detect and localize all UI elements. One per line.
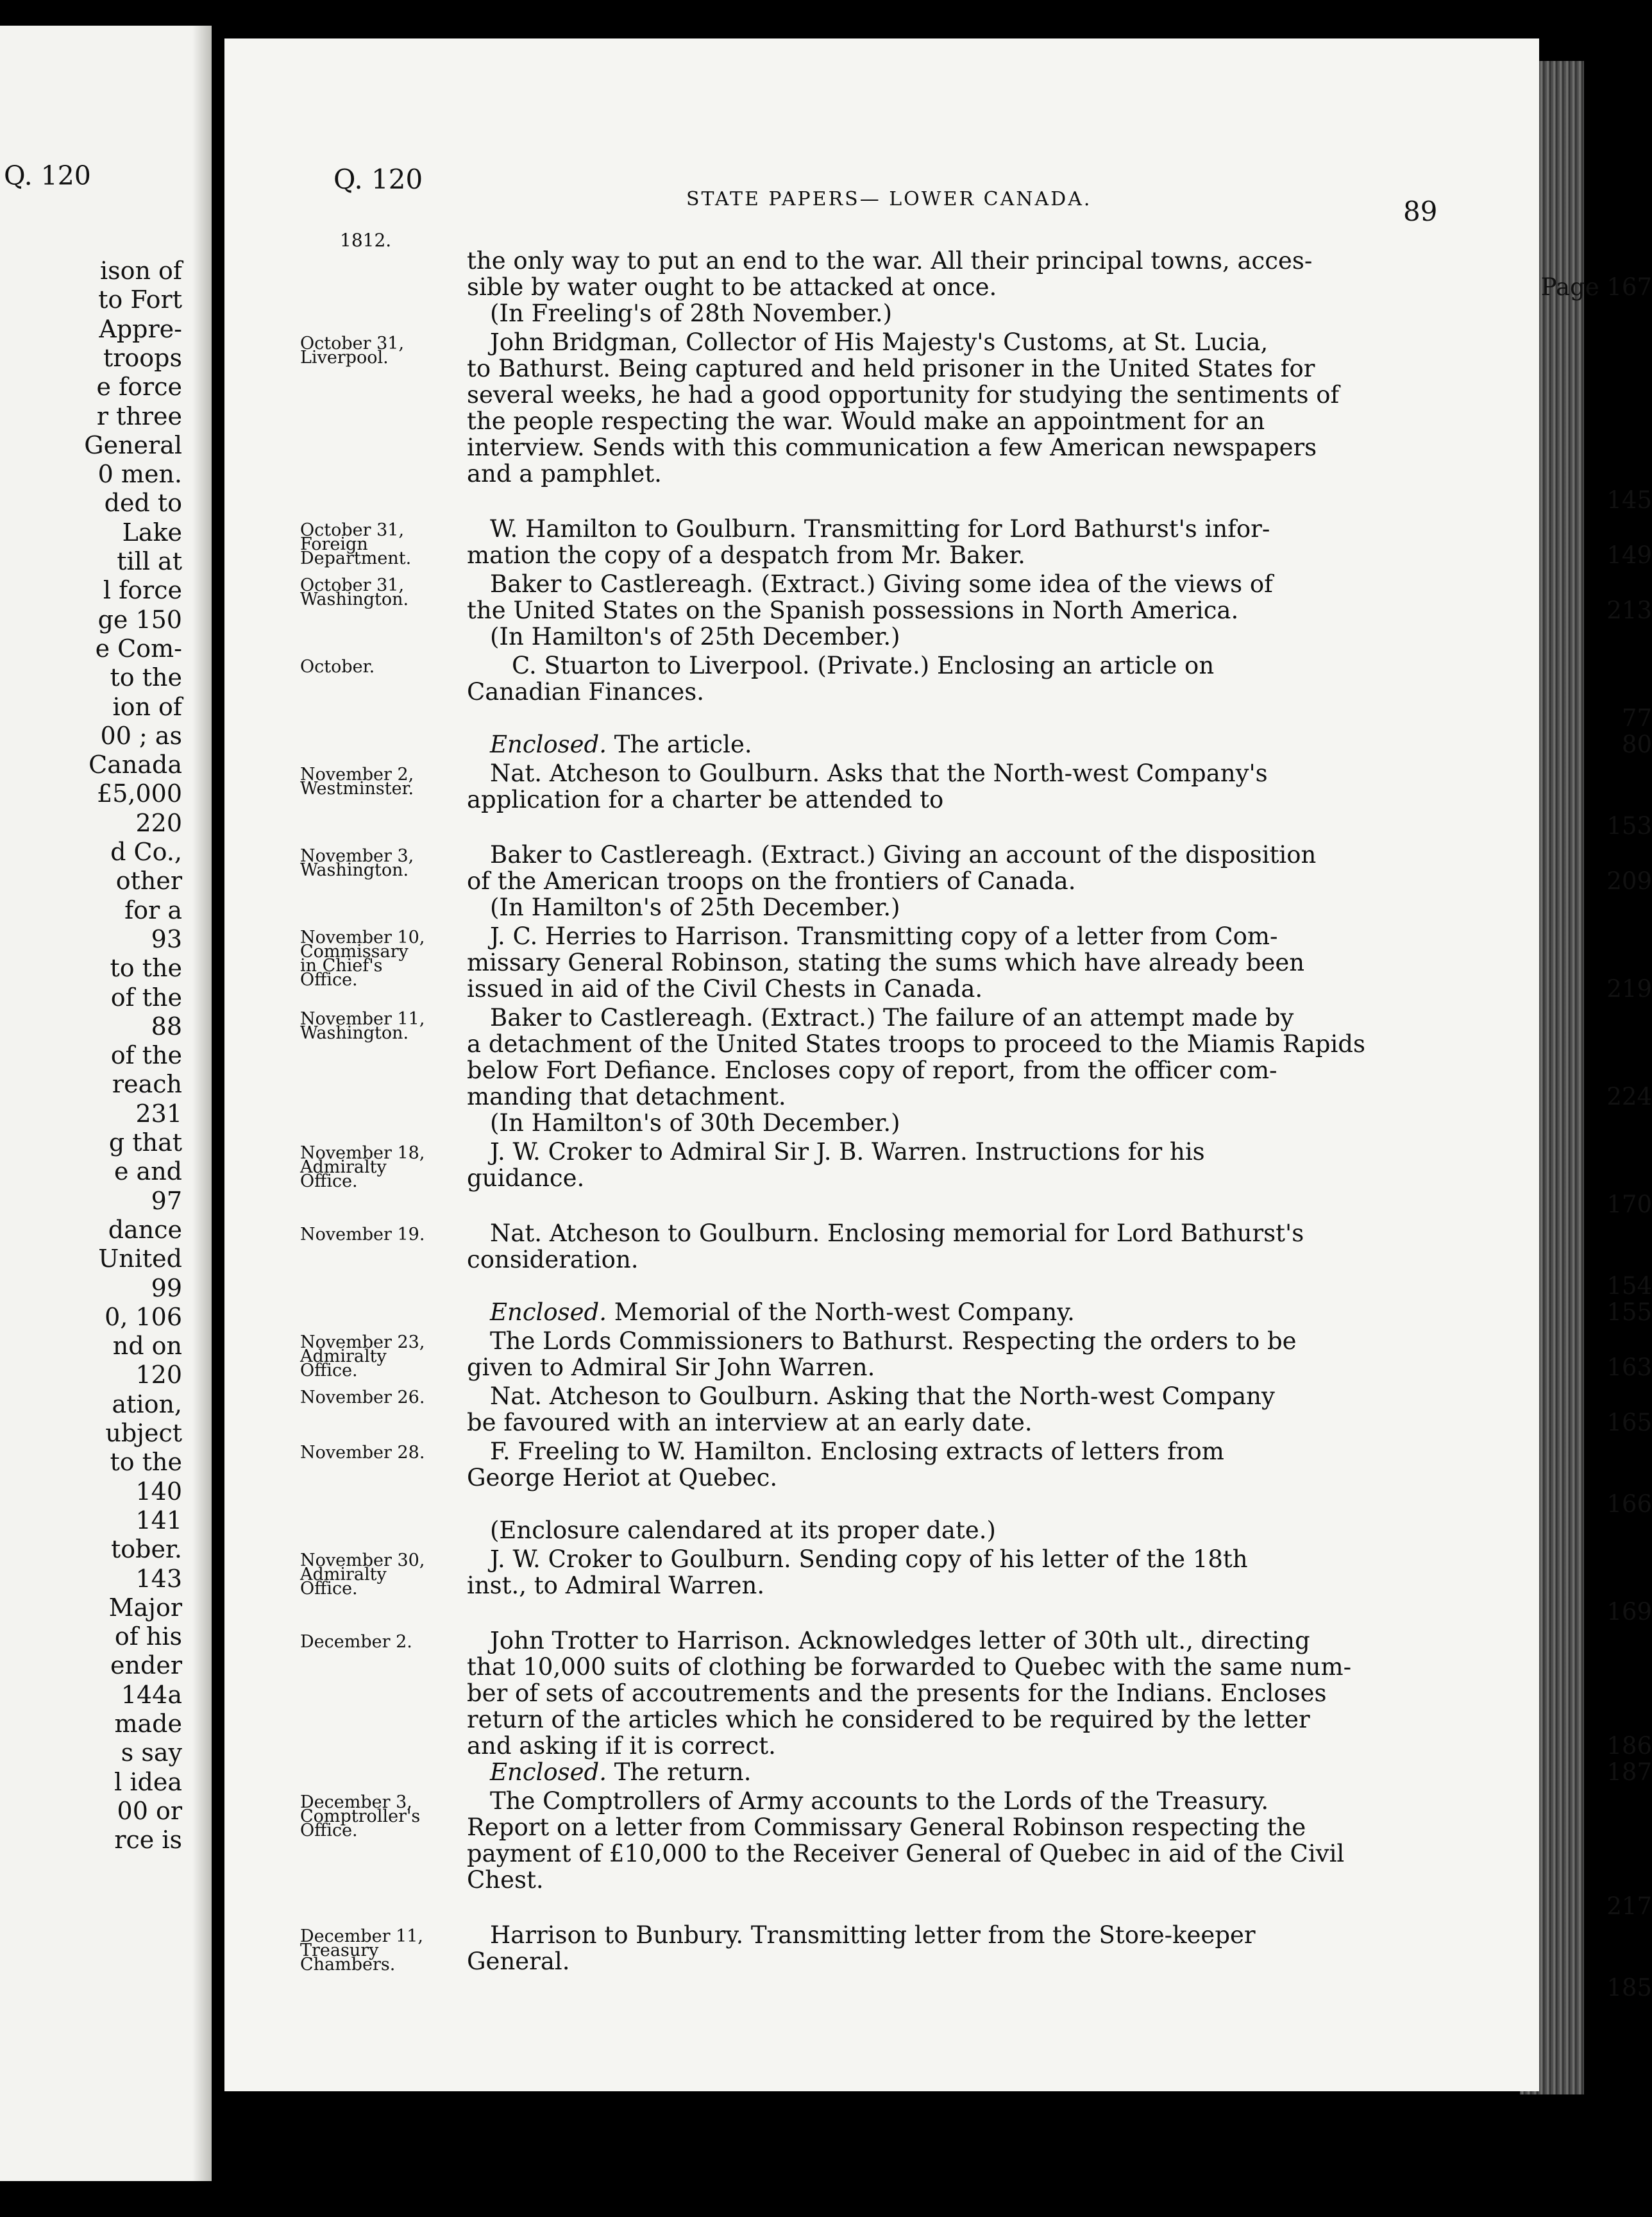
- entry-line-text: Enclosed. The article.: [490, 731, 752, 758]
- entry-line-text: below Fort Defiance. Encloses copy of report, from the officer com-: [467, 1057, 1277, 1084]
- facing-page-line: 140: [135, 1477, 182, 1506]
- entry-line: [467, 487, 1652, 513]
- entry-line: [467, 1491, 1652, 1517]
- entry-line: [467, 300, 1652, 327]
- entry-line: [467, 1273, 1652, 1299]
- entry-line: [467, 571, 1652, 597]
- entry-line-text: J. W. Croker to Goulburn. Sending copy of his letter of the 18th: [490, 1545, 1248, 1573]
- entry-date-place: [300, 765, 441, 799]
- entry-text: [467, 923, 1652, 1002]
- facing-page-line: ge 150: [97, 605, 182, 634]
- entry-date-line: October.: [300, 657, 375, 677]
- entry-date-place: [300, 334, 441, 368]
- entry-date-line: Comptroller's: [300, 1806, 421, 1826]
- page-gutter: [192, 26, 212, 2181]
- entry-line-text: the people respecting the war. Would make an appointment for an: [467, 407, 1265, 435]
- entry-date-line: November 23,: [300, 1332, 425, 1352]
- entry-date-line: November 30,: [300, 1550, 425, 1570]
- entry-line-text: Baker to Castlereagh. (Extract.) Giving an account of the disposition: [490, 841, 1317, 869]
- entry-line-text: George Heriot at Quebec.: [467, 1464, 778, 1491]
- entry-line-text: a detachment of the United States troops to proceed to the Miamis Rapids: [467, 1030, 1365, 1058]
- entry-line-text: return of the articles which he considered to be required by the letter: [467, 1706, 1310, 1733]
- entry-text: [467, 329, 1652, 513]
- facing-page-line: Lake: [122, 518, 182, 547]
- entry-line: [467, 868, 1652, 894]
- facing-page-line: 00 ; as: [100, 721, 182, 750]
- facing-page-header: Q. 120: [4, 160, 91, 191]
- entry-line-text: the United States on the Spanish possessions in North America.: [467, 597, 1239, 624]
- year-label: 1812.: [340, 230, 392, 251]
- entry-line-text: (In Hamilton's of 25th December.): [490, 623, 900, 650]
- facing-page-line: of the: [110, 1041, 182, 1070]
- page-reference: 153: [1606, 812, 1652, 840]
- facing-page-line: 93: [151, 924, 182, 953]
- entry-date-line: November 28.: [300, 1443, 425, 1463]
- entry-line-text: ber of sets of accoutrements and the presents for the Indians. Encloses: [467, 1679, 1327, 1707]
- entry-line: [467, 813, 1652, 839]
- facing-page-line: 120: [135, 1361, 182, 1389]
- entry-date-place: [300, 657, 441, 677]
- entry-date-line: Department.: [300, 548, 412, 568]
- entry-line: [467, 1220, 1652, 1246]
- entry-line-text: missary General Robinson, stating the sums which have already been: [467, 949, 1305, 976]
- entry-line: [467, 705, 1652, 731]
- entry-text: [467, 652, 1652, 758]
- enclosed-label: Enclosed.: [490, 731, 607, 758]
- entry-date-line: November 18,: [300, 1143, 425, 1163]
- entry-line-text: the only way to put an end to the war. All their principal towns, acces-: [467, 247, 1313, 275]
- page-reference: 155: [1606, 1298, 1652, 1326]
- entry-line-text: W. Hamilton to Goulburn. Transmitting for Lord Bathurst's infor-: [490, 515, 1270, 543]
- page-number: 89: [1403, 196, 1438, 227]
- entry-line: [467, 516, 1652, 542]
- facing-page-line: s say: [121, 1738, 182, 1767]
- entry-line: [467, 1627, 1652, 1654]
- entry-date-line: November 2,: [300, 765, 414, 785]
- facing-page-line: 141: [135, 1506, 182, 1534]
- entry-line: [467, 1354, 1652, 1380]
- entry-date-line: Washington.: [300, 590, 409, 609]
- facing-page-line: ender: [110, 1651, 182, 1680]
- entry-text: [467, 1627, 1652, 1785]
- entry-line-text: Report on a letter from Commissary General Robinson respecting the: [467, 1814, 1306, 1841]
- entry-line: [467, 1409, 1652, 1436]
- entry-line-text: (In Hamilton's of 25th December.): [490, 894, 900, 921]
- entry-line: [467, 1328, 1652, 1354]
- page-reference: 154: [1606, 1272, 1652, 1300]
- entry-line: [467, 542, 1652, 568]
- entry-date-place: [300, 1143, 441, 1191]
- entry-text: [467, 1220, 1652, 1325]
- facing-page-fragment: [0, 26, 212, 2181]
- facing-page-line: 143: [135, 1564, 182, 1593]
- entry-line: [467, 1599, 1652, 1625]
- entry-line-text: John Trotter to Harrison. Acknowledges letter of 30th ult., directing: [490, 1627, 1310, 1654]
- entry-date-line: Admiralty: [300, 1565, 387, 1584]
- entry-line: [467, 1867, 1652, 1893]
- entry-date-line: Office.: [300, 970, 358, 990]
- entry-line-text: application for a charter be attended to: [467, 786, 944, 813]
- entry-line-text: inst., to Admiral Warren.: [467, 1572, 765, 1599]
- facing-page-line: 0, 106: [105, 1302, 182, 1331]
- entry-line-text: Harrison to Bunbury. Transmitting letter from the Store-keeper: [490, 1921, 1256, 1949]
- page-reference: 219: [1606, 975, 1652, 1003]
- entry-date-line: November 10,: [300, 928, 425, 947]
- page-reference: 169: [1606, 1598, 1652, 1626]
- entry-date-place: [300, 1332, 441, 1380]
- entry-line: [467, 1165, 1652, 1191]
- enclosed-label: Enclosed.: [490, 1758, 607, 1786]
- facing-page-line: 144a: [121, 1680, 182, 1709]
- entry-date-place: [300, 1550, 441, 1599]
- facing-page-line: to Fort: [98, 285, 182, 314]
- entry-line: [467, 652, 1652, 679]
- facing-page-line: ded to: [104, 489, 182, 518]
- entry-line: [467, 786, 1652, 813]
- entry-line-text: that 10,000 suits of clothing be forwarded to Quebec with the same num-: [467, 1653, 1352, 1681]
- entry-date-place: [300, 846, 441, 880]
- entry-date-place: [300, 520, 441, 568]
- page-reference: 170: [1606, 1191, 1652, 1218]
- entry-date-line: November 19.: [300, 1225, 425, 1244]
- facing-page-line: d Co.,: [110, 838, 182, 866]
- entry-date-line: November 26.: [300, 1388, 425, 1407]
- entry-line: [467, 1246, 1652, 1273]
- entry-line-text: guidance.: [467, 1164, 585, 1192]
- entry-date-line: November 11,: [300, 1009, 425, 1029]
- entry-line-text: The Lords Commissioners to Bathurst. Respecting the orders to be: [490, 1327, 1297, 1355]
- entry-date-place: [300, 1792, 441, 1840]
- entry-line-text: Baker to Castlereagh. (Extract.) Giving some idea of the views of: [490, 570, 1273, 598]
- entry-text: [467, 1328, 1652, 1380]
- running-title: STATE PAPERS— LOWER CANADA.: [686, 188, 1092, 210]
- facing-page-line: to the: [110, 1448, 182, 1477]
- entry-line-text: J. C. Herries to Harrison. Transmitting copy of a letter from Com-: [490, 922, 1278, 950]
- entry-line: [467, 1922, 1652, 1948]
- entry-line: [467, 274, 1652, 300]
- facing-page-line: troops: [103, 343, 182, 372]
- entry-text: [467, 760, 1652, 839]
- facing-page-line: rce is: [114, 1826, 182, 1855]
- entry-date-line: Admiralty: [300, 1346, 387, 1366]
- facing-page-line: till at: [117, 547, 182, 575]
- entry-line: [467, 382, 1652, 408]
- entry-text: [467, 1922, 1652, 2001]
- entry-line: [467, 1031, 1652, 1057]
- facing-page-line: 97: [151, 1186, 182, 1215]
- entry-date-line: Westminster.: [300, 779, 414, 799]
- facing-page-line: to the: [110, 954, 182, 983]
- entry-line-text: Chest.: [467, 1866, 544, 1894]
- entry-text: [467, 248, 1652, 327]
- entry-line: [467, 1465, 1652, 1491]
- entry-date-line: Office.: [300, 1821, 358, 1840]
- entry-line-text: interview. Sends with this communication a few American newspapers: [467, 434, 1317, 461]
- enclosed-label: Enclosed.: [490, 1298, 607, 1326]
- entry-line-text: (Enclosure calendared at its proper date.): [490, 1516, 996, 1544]
- facing-page-line: e force: [96, 373, 182, 402]
- facing-page-line: ubject: [105, 1419, 182, 1447]
- page-reference: 145: [1606, 486, 1652, 514]
- entry-date-line: Office.: [300, 1171, 358, 1191]
- entry-line-text: and asking if it is correct.: [467, 1732, 776, 1760]
- entry-line-text: given to Admiral Sir John Warren.: [467, 1354, 875, 1381]
- entry-line: [467, 1948, 1652, 1975]
- entry-line-text: of the American troops on the frontiers of Canada.: [467, 867, 1076, 895]
- document-page: [224, 38, 1652, 2091]
- entry-line: [467, 1517, 1652, 1543]
- entry-date-place: [300, 1225, 441, 1244]
- entry-date-line: December 3,: [300, 1792, 412, 1812]
- entry-line: [467, 1840, 1652, 1867]
- facing-page-line: other: [115, 867, 182, 896]
- entry-line: [467, 894, 1652, 921]
- page-reference: 209: [1606, 867, 1652, 895]
- facing-page-line: 220: [135, 808, 182, 837]
- entry-date-place: [300, 1632, 441, 1652]
- page-reference: 166: [1606, 1490, 1652, 1518]
- entry-line: [467, 923, 1652, 949]
- entry-date-line: Foreign: [300, 534, 368, 554]
- entry-line: [467, 1788, 1652, 1814]
- entry-date-line: October 31,: [300, 575, 405, 595]
- entry-line-text: J. W. Croker to Admiral Sir J. B. Warren. Instructions for his: [490, 1138, 1205, 1166]
- facing-page-line: l idea: [114, 1767, 182, 1796]
- page-reference: 80: [1621, 731, 1652, 758]
- page-reference: 149: [1606, 541, 1652, 569]
- entry-line-text: mation the copy of a despatch from Mr. Baker.: [467, 541, 1025, 569]
- entry-date-line: December 2.: [300, 1632, 412, 1652]
- entry-line-text: Enclosed. The return.: [490, 1758, 752, 1786]
- facing-page-line: United: [98, 1244, 182, 1273]
- facing-page-line: to the: [110, 663, 182, 692]
- page-reference: 224: [1606, 1083, 1652, 1110]
- page-reference: 186: [1606, 1732, 1652, 1760]
- entry-line-text: payment of £10,000 to the Receiver General of Quebec in aid of the Civil: [467, 1840, 1345, 1867]
- entry-date-line: November 3,: [300, 846, 414, 866]
- entry-text: [467, 516, 1652, 568]
- entry-line-text: The Comptrollers of Army accounts to the Lords of the Treasury.: [490, 1787, 1269, 1815]
- entry-line: [467, 355, 1652, 382]
- facing-page-line: ation,: [112, 1389, 182, 1418]
- entry-line: [467, 408, 1652, 434]
- page-reference: 217: [1606, 1892, 1652, 1920]
- facing-page-line: r three: [96, 402, 182, 430]
- entry-line: [467, 1005, 1652, 1031]
- facing-page-line: for a: [124, 896, 182, 924]
- entry-date-place: [300, 575, 441, 609]
- entry-date-place: [300, 1009, 441, 1043]
- entry-line: [467, 624, 1652, 650]
- entry-date-line: Washington.: [300, 860, 409, 880]
- entry-line-text: to Bathurst. Being captured and held prisoner in the United States for: [467, 355, 1315, 382]
- entry-date-place: [300, 1926, 441, 1975]
- facing-page-line: General: [84, 430, 182, 459]
- entry-line: [467, 1438, 1652, 1465]
- entry-date-line: Office.: [300, 1579, 358, 1599]
- entry-line: [467, 1654, 1652, 1680]
- entry-line: [467, 760, 1652, 786]
- entry-date-place: [300, 1388, 441, 1407]
- facing-page-line: reach: [112, 1070, 182, 1099]
- entry-line-text: F. Freeling to W. Hamilton. Enclosing extracts of letters from: [490, 1438, 1224, 1465]
- entry-line-text: sible by water ought to be attacked at once.: [467, 273, 997, 301]
- entry-line-text: General.: [467, 1948, 570, 1975]
- entry-line: [467, 731, 1652, 758]
- entry-line: [467, 1759, 1652, 1785]
- entry-line: [467, 1733, 1652, 1759]
- entry-line-text: C. Stuarton to Liverpool. (Private.) Enclosing an article on: [512, 652, 1215, 679]
- page-reference: 77: [1621, 704, 1652, 732]
- facing-page-line: 99: [151, 1273, 182, 1302]
- entry-line-text: several weeks, he had a good opportunity for studying the sentiments of: [467, 381, 1340, 409]
- entry-text: [467, 1438, 1652, 1543]
- entry-text: [467, 1546, 1652, 1625]
- entry-line-text: issued in aid of the Civil Chests in Canada.: [467, 975, 983, 1003]
- entry-line: [467, 1191, 1652, 1218]
- entry-line: [467, 1893, 1652, 1919]
- entry-date-line: October 31,: [300, 334, 405, 353]
- entry-line-text: be favoured with an interview at an early date.: [467, 1409, 1032, 1436]
- entry-line: [467, 1110, 1652, 1136]
- entry-line: [467, 1975, 1652, 2001]
- series-label: Q. 120: [333, 164, 423, 195]
- facing-page-line: Canada: [88, 751, 182, 779]
- entry-date-line: Admiralty: [300, 1157, 387, 1177]
- entry-date-line: October 31,: [300, 520, 405, 540]
- facing-page-line: g that: [108, 1128, 182, 1157]
- entry-line: [467, 1814, 1652, 1840]
- entry-line: [467, 248, 1652, 274]
- facing-page-line: of the: [110, 983, 182, 1012]
- page-reference: 213: [1606, 597, 1652, 624]
- entry-line: [467, 1680, 1652, 1706]
- page-reference: Page 167: [1540, 273, 1652, 301]
- facing-page-line: l force: [103, 576, 182, 605]
- entry-line-text: (In Hamilton's of 30th December.): [490, 1109, 900, 1137]
- facing-page-line: Appre-: [99, 314, 182, 343]
- entry-line: [467, 949, 1652, 976]
- entry-line-text: (In Freeling's of 28th November.): [490, 300, 893, 327]
- entry-line: [467, 1572, 1652, 1599]
- facing-page-line: ison of: [99, 257, 182, 285]
- entry-date-line: Chambers.: [300, 1955, 396, 1975]
- facing-page-line: e and: [114, 1157, 182, 1186]
- entry-date-line: Washington.: [300, 1023, 409, 1043]
- facing-page-line: 88: [151, 1012, 182, 1041]
- entry-text: [467, 571, 1652, 650]
- entry-line: [467, 1083, 1652, 1110]
- facing-page-line: e Com-: [95, 634, 182, 663]
- facing-page-line: of his: [114, 1622, 182, 1651]
- entry-line: [467, 434, 1652, 461]
- entry-date-line: Liverpool.: [300, 348, 389, 368]
- entry-text: [467, 842, 1652, 921]
- facing-page-line: nd on: [112, 1332, 182, 1361]
- entry-line: [467, 1057, 1652, 1083]
- entry-line: [467, 461, 1652, 487]
- entry-date-place: [300, 1443, 441, 1463]
- entry-line: [467, 1139, 1652, 1165]
- entry-line: [467, 1546, 1652, 1572]
- entry-date-line: Commissary: [300, 942, 409, 962]
- entry-line-text: manding that detachment.: [467, 1083, 786, 1110]
- facing-page-line: made: [114, 1710, 182, 1738]
- page-reference: 165: [1606, 1409, 1652, 1436]
- facing-page-line: 231: [135, 1099, 182, 1128]
- facing-page-line: 00 or: [117, 1796, 182, 1825]
- entry-line: [467, 329, 1652, 355]
- facing-page-line: ion of: [112, 692, 182, 721]
- entry-line-text: Baker to Castlereagh. (Extract.) The failure of an attempt made by: [490, 1004, 1294, 1032]
- entry-line-text: Nat. Atcheson to Goulburn. Enclosing memorial for Lord Bathurst's: [490, 1219, 1304, 1247]
- entry-line: [467, 976, 1652, 1002]
- facing-page-line: 0 men.: [97, 460, 182, 489]
- facing-page-line: tober.: [110, 1535, 182, 1564]
- entry-line-text: Nat. Atcheson to Goulburn. Asks that the North-west Company's: [490, 760, 1268, 787]
- entry-line: [467, 1383, 1652, 1409]
- entry-text: [467, 1383, 1652, 1436]
- facing-page-line: Major: [108, 1593, 182, 1622]
- entry-line-text: Nat. Atcheson to Goulburn. Asking that the North-west Company: [490, 1382, 1275, 1410]
- entry-line: [467, 1706, 1652, 1733]
- entry-line-text: and a pamphlet.: [467, 460, 662, 488]
- entry-date-place: [300, 928, 441, 990]
- page-reference: 187: [1606, 1758, 1652, 1786]
- facing-page-line: dance: [108, 1215, 182, 1244]
- entry-date-line: December 11,: [300, 1926, 424, 1946]
- entry-line-text: Canadian Finances.: [467, 678, 705, 706]
- entry-line-text: John Bridgman, Collector of His Majesty's Customs, at St. Lucia,: [490, 328, 1268, 356]
- entry-line: [467, 679, 1652, 705]
- page-reference: 163: [1606, 1354, 1652, 1381]
- entry-line: [467, 842, 1652, 868]
- entry-text: [467, 1788, 1652, 1919]
- entry-date-line: in Chief's: [300, 956, 383, 976]
- entry-line-text: consideration.: [467, 1246, 639, 1273]
- entry-text: [467, 1005, 1652, 1136]
- entry-line-text: Enclosed. Memorial of the North-west Company.: [490, 1298, 1075, 1326]
- entry-line: [467, 597, 1652, 624]
- page-reference: 185: [1606, 1974, 1652, 2001]
- entry-date-line: Office.: [300, 1361, 358, 1380]
- facing-page-line: £5,000: [97, 779, 182, 808]
- entry-line: [467, 1299, 1652, 1325]
- entry-text: [467, 1139, 1652, 1218]
- entry-date-line: Treasury: [300, 1941, 379, 1960]
